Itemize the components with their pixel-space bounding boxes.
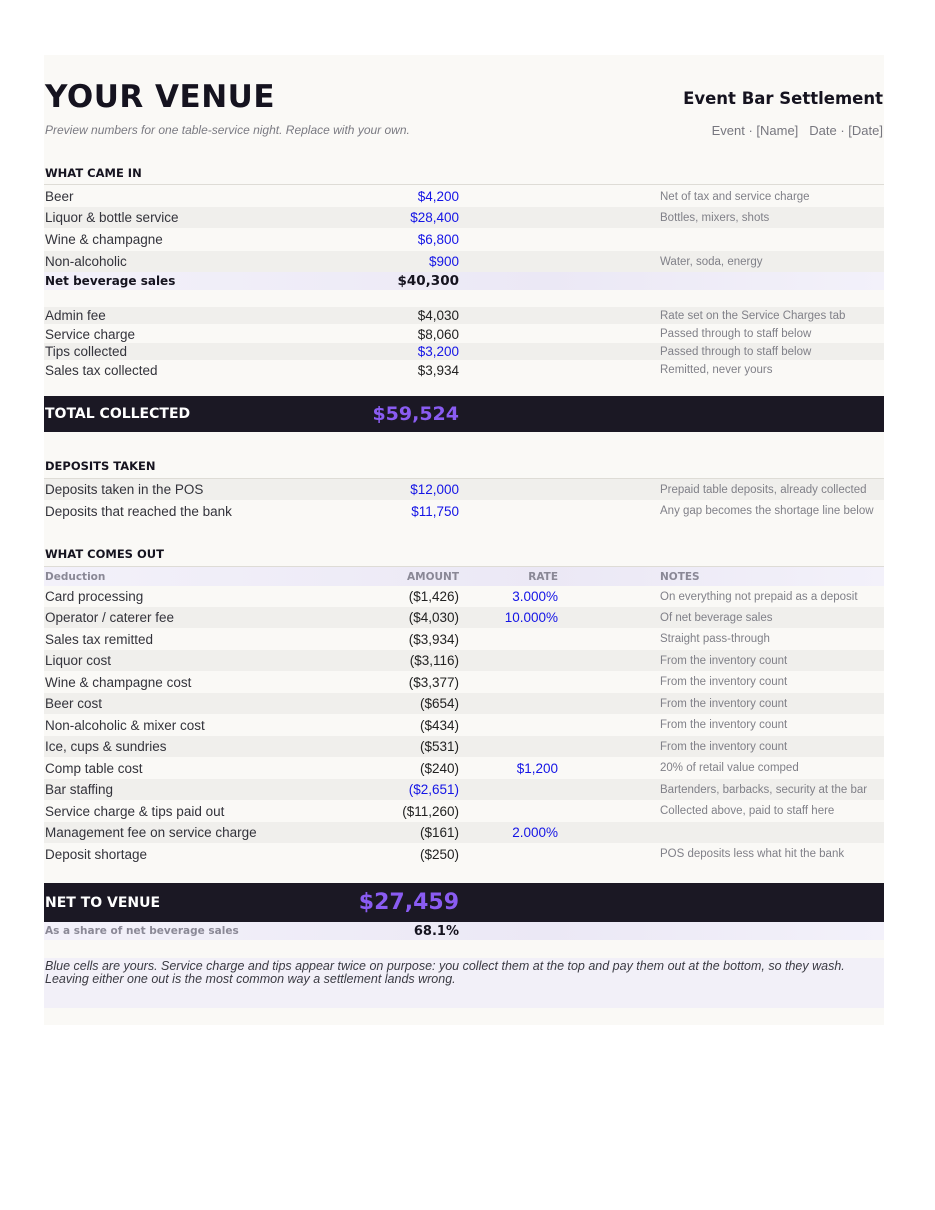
rate-input[interactable]: $1,200 — [516, 760, 558, 776]
row-label: Net beverage sales — [45, 274, 176, 288]
table-row — [44, 607, 884, 628]
section-deposits-taken: DEPOSITS TAKEN — [45, 459, 156, 473]
amount-input[interactable]: $6,800 — [417, 232, 459, 247]
row-amount: ($4,030) — [408, 610, 459, 625]
amount-input[interactable]: $28,400 — [410, 210, 459, 225]
total-collected-value: $59,524 — [372, 403, 459, 425]
header-notes: NOTES — [660, 570, 700, 583]
total-collected-label: TOTAL COLLECTED — [45, 406, 191, 422]
table-row — [44, 343, 884, 360]
table-row — [44, 500, 884, 522]
table-row — [44, 307, 884, 324]
row-note: Bottles, mixers, shots — [660, 211, 770, 224]
header-deduction: Deduction — [45, 570, 106, 583]
table-row — [44, 361, 884, 379]
net-to-venue-label: NET TO VENUE — [45, 894, 161, 911]
row-note: POS deposits less what hit the bank — [660, 848, 845, 860]
table-row — [44, 779, 884, 800]
table-row — [44, 251, 884, 272]
row-amount: ($240) — [419, 760, 459, 776]
row-note: Straight pass-through — [660, 633, 770, 645]
row-amount: ($11,260) — [402, 803, 459, 819]
table-row — [44, 325, 884, 343]
share-row — [44, 922, 884, 940]
row-note: On everything not prepaid as a deposit — [660, 590, 858, 603]
share-value: 68.1% — [413, 923, 459, 939]
row-label: Tips collected — [45, 344, 128, 359]
row-label: Sales tax collected — [45, 362, 158, 378]
row-amount: $4,030 — [417, 308, 459, 323]
net-to-venue-value: $27,459 — [358, 890, 459, 915]
row-amount: ($161) — [419, 825, 459, 840]
table-row — [44, 693, 884, 714]
row-label: Non-alcoholic — [45, 254, 127, 269]
row-note: From the inventory count — [660, 676, 788, 688]
net-beverage-sales-value: $40,300 — [397, 273, 459, 289]
row-label: Liquor cost — [45, 653, 112, 668]
amount-input[interactable]: $12,000 — [410, 482, 459, 497]
table-row — [44, 800, 884, 822]
document-title: Event Bar Settlement — [683, 89, 883, 108]
row-note: From the inventory count — [660, 697, 788, 710]
net-beverage-sales-row — [44, 272, 884, 290]
row-note: Any gap becomes the shortage line below — [660, 505, 874, 517]
row-label: Bar staffing — [45, 782, 114, 797]
row-amount: ($3,116) — [409, 653, 459, 668]
table-row — [44, 757, 884, 779]
row-label: Wine & champagne — [45, 232, 163, 247]
event-name-field[interactable]: Event · [Name] — [711, 123, 799, 138]
row-label: Ice, cups & sundries — [45, 739, 167, 754]
venue-name[interactable]: YOUR VENUE — [45, 79, 275, 115]
table-row — [44, 586, 884, 607]
table-row — [44, 822, 884, 843]
amount-input[interactable]: $900 — [428, 254, 459, 269]
row-amount: ($250) — [419, 846, 459, 862]
row-label: Deposit shortage — [45, 846, 148, 862]
rate-input[interactable]: 3.000% — [512, 589, 558, 604]
table-row — [44, 650, 884, 671]
row-note: Of net beverage sales — [660, 611, 773, 624]
row-note: From the inventory count — [660, 719, 788, 731]
row-amount: ($434) — [419, 717, 459, 733]
row-note: Rate set on the Service Charges tab — [660, 309, 846, 322]
table-row — [44, 628, 884, 650]
row-label: Service charge — [45, 326, 136, 342]
row-note: From the inventory count — [660, 740, 788, 753]
row-label: Service charge & tips paid out — [45, 803, 225, 819]
share-label: As a share of net beverage sales — [45, 925, 239, 937]
net-to-venue-band — [44, 883, 884, 922]
subtitle: Preview numbers for one table-service night. Replace with your own. — [45, 123, 410, 137]
row-label: Wine & champagne cost — [45, 674, 192, 690]
row-label: Management fee on service charge — [45, 825, 257, 840]
row-label: Sales tax remitted — [45, 631, 154, 647]
table-row — [44, 479, 884, 500]
section-what-comes-out: WHAT COMES OUT — [45, 547, 164, 561]
row-label: Beer — [45, 189, 74, 204]
row-label: Deposits taken in the POS — [45, 482, 204, 497]
row-label: Card processing — [45, 589, 144, 604]
row-amount: ($531) — [419, 739, 459, 754]
header-rate: RATE — [528, 570, 558, 583]
row-amount: ($1,426) — [408, 589, 459, 604]
table-row — [44, 228, 884, 251]
table-row — [44, 671, 884, 693]
section-what-came-in: WHAT CAME IN — [45, 166, 142, 180]
total-collected-band — [44, 396, 884, 432]
amount-input[interactable]: $11,750 — [411, 503, 459, 519]
footer-note: Blue cells are yours. Service charge and tips appear twice on purpose: you collect them at the top and pay them out at the bottom, so they wash. Leaving either one out is the most common way a settlement lands wrong. — [45, 959, 845, 986]
row-amount: ($3,377) — [408, 674, 459, 690]
row-note: 20% of retail value comped — [660, 762, 799, 774]
table-row — [44, 207, 884, 228]
row-note: Remitted, never yours — [660, 364, 773, 376]
amount-input[interactable]: $4,200 — [417, 189, 459, 204]
row-amount: $8,060 — [417, 326, 459, 342]
row-label: Admin fee — [45, 308, 106, 323]
row-note: Bartenders, barbacks, security at the bar — [660, 783, 868, 796]
table-header-row — [44, 567, 884, 586]
row-label: Operator / caterer fee — [45, 610, 175, 625]
row-note: Passed through to staff below — [660, 345, 812, 358]
table-row — [44, 186, 884, 207]
row-label: Deposits that reached the bank — [45, 503, 232, 519]
row-label: Non-alcoholic & mixer cost — [45, 717, 205, 733]
table-row — [44, 714, 884, 736]
row-note: Net of tax and service charge — [660, 190, 810, 203]
event-info — [712, 123, 883, 138]
table-row — [44, 736, 884, 757]
event-date-field[interactable]: Date · [Date] — [809, 123, 883, 138]
rate-input[interactable]: 10.000% — [504, 610, 558, 625]
table-row — [44, 843, 884, 865]
row-label: Beer cost — [45, 696, 103, 711]
rate-input[interactable]: 2.000% — [512, 825, 558, 840]
row-note: From the inventory count — [660, 654, 788, 667]
row-note: Prepaid table deposits, already collected — [660, 483, 867, 496]
amount-input[interactable]: ($2,651) — [408, 782, 459, 797]
row-note: Water, soda, energy — [660, 255, 763, 268]
settlement-sheet — [44, 55, 884, 1025]
amount-input[interactable]: $3,200 — [417, 344, 459, 359]
row-amount: $3,934 — [417, 362, 459, 378]
header-amount: AMOUNT — [407, 570, 459, 583]
row-note: Passed through to staff below — [660, 328, 812, 340]
row-amount: ($654) — [419, 696, 459, 711]
row-note: Collected above, paid to staff here — [660, 805, 835, 817]
row-label: Liquor & bottle service — [45, 210, 179, 225]
row-amount: ($3,934) — [408, 631, 459, 647]
row-label: Comp table cost — [45, 760, 143, 776]
section-divider — [44, 184, 884, 185]
